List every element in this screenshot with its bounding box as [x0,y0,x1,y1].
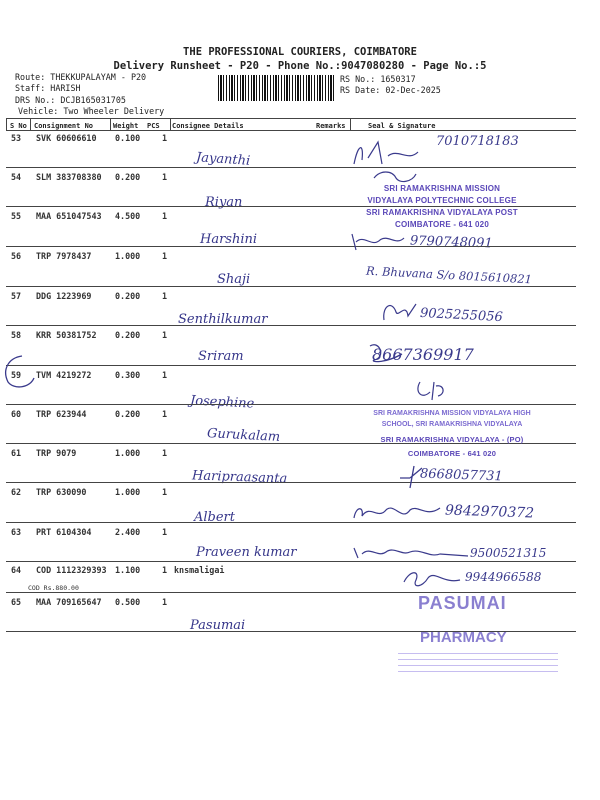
signature-scribble [350,500,445,524]
stamp-line: VIDYALAYA POLYTECHNIC COLLEGE [367,196,517,205]
row-sno: 63 [11,527,22,537]
row-weight: 0.300 [115,370,141,380]
table-header-rule [6,130,576,131]
row-divider [6,206,576,207]
row-consignment: TVM 4219272 [36,370,92,380]
row-consignee: Harshini [200,232,258,247]
signature-scribble [410,378,450,404]
stamp-line: SCHOOL, SRI RAMAKRISHNA VIDYALAYA [381,421,523,428]
row-consignee: Senthilkumar [178,312,268,327]
row-weight: 2.400 [115,527,141,537]
rs-number: RS No.: 1650317 [340,74,416,84]
row-divider [6,246,576,247]
row-consignee: Albert [194,510,235,525]
row-sno: 58 [11,330,22,340]
col-divider [170,118,171,130]
col-pcs-header: PCS [147,122,160,130]
row-sno: 62 [11,487,22,497]
signature-scribble [366,338,406,368]
row-pcs: 1 [162,527,168,537]
col-divider [350,118,351,130]
row-weight: 1.000 [115,487,141,497]
col-divider [110,118,111,130]
row-pcs: 1 [162,448,168,458]
staff-label: Staff: HARISH [15,83,81,93]
row-divider [6,325,576,326]
col-weight-header: Weight [113,122,139,130]
col-divider [6,118,7,130]
row-pcs: 1 [162,370,168,380]
row-consignee: Pasumai [190,618,246,633]
row-signature: R. Bhuvana S/o 8015610821 [365,263,533,287]
row-consignment: MAA 651047543 [36,211,102,221]
rs-date: RS Date: 02-Dec-2025 [340,85,441,95]
row-consignee: Gurukalam [206,426,281,445]
row-signature: 8667369917 [372,345,474,364]
stamp-line: SRI RAMAKRISHNA MISSION VIDYALAYA HIGH [373,410,531,417]
row-weight: 0.500 [115,597,141,607]
row-sno: 65 [11,597,22,607]
row-pcs: 1 [162,597,168,607]
row-weight: 0.100 [115,133,141,143]
row-weight: 0.200 [115,291,141,301]
row-weight: 1.000 [115,448,141,458]
signature-scribble [400,566,464,592]
row-consignment: KRR 50381752 [36,330,97,340]
row-pcs: 1 [162,565,168,575]
row-signature: 8668057731 [419,466,503,485]
row-signature: 7010718183 [436,134,519,149]
row-sno: 60 [11,409,22,419]
route-label: Route: THEKKUPALAYAM - P20 [15,72,147,82]
row-sno: 57 [11,291,22,301]
row-signature: 9944966588 [465,570,542,584]
col-divider [30,118,31,130]
col-sno-header: S No [10,122,27,130]
row-consignment: DDG 1223969 [36,291,92,301]
row-consignee: Josephine [189,393,255,412]
signature-scribble [396,464,426,490]
row-divider [6,561,576,562]
row-consignment: SLM 383708380 [36,172,102,182]
row-consignee: Haripraasanta [191,468,288,487]
row-sno: 64 [11,565,22,575]
row-signature: 9025255056 [419,305,504,326]
row-weight: 1.100 [115,565,141,575]
drs-label: DRS No.: DCJB165031705 [15,95,126,105]
stamp-line: COIMBATORE - 641 020 [407,449,497,458]
row-consignment: TRP 630090 [36,487,87,497]
row-sno: 53 [11,133,22,143]
row-pcs: 1 [162,291,168,301]
row-consignee: Riyan [205,195,243,210]
row-weight: 0.200 [115,172,141,182]
row-divider [6,167,576,168]
row-consignee: Praveen kumar [196,545,297,560]
row-consignee: Sriram [198,349,244,364]
pharmacy-name: PASUMAI [418,593,507,613]
pharmacy-subtitle: PHARMACY [420,629,507,646]
signature-scribble [350,540,470,564]
row-consignee: Jayanthi [195,150,251,169]
row-weight: 4.500 [115,211,141,221]
row-pcs: 1 [162,211,168,221]
row-divider [6,482,576,483]
row-pcs: 1 [162,487,168,497]
pharmacy-address-illegible [398,648,558,672]
row-consignment: TRP 7978437 [36,251,92,261]
stamp-line: SRI RAMAKRISHNA VIDYALAYA - (PO) [380,435,524,444]
row-consignment: MAA 709165647 [36,597,102,607]
row-consignment: TRP 9079 [36,448,77,458]
stamp-line: COIMBATORE - 641 020 [395,220,489,229]
stamp-line: SRI RAMAKRISHNA VIDYALAYA POST [366,208,518,217]
cod-amount: COD Rs.880.00 [28,584,79,592]
hand-drawn-circle [0,352,40,392]
row-weight: 1.000 [115,251,141,261]
row-consignee: knsmaligai [174,565,225,575]
barcode [218,75,336,101]
row-divider [6,404,576,405]
row-consignment: TRP 623944 [36,409,87,419]
stamp-line: SRI RAMAKRISHNA MISSION [383,184,501,193]
signature-scribble [348,230,408,252]
row-weight: 0.200 [115,330,141,340]
row-pcs: 1 [162,330,168,340]
table-top-rule [6,118,576,119]
row-consignment: COD 1112329393 [36,565,107,575]
row-divider [6,286,576,287]
row-signature: 9790748091 [409,233,493,252]
row-consignee: Shaji [217,272,251,287]
row-consignment: PRT 6104304 [36,527,92,537]
row-consignment: SVK 60606610 [36,133,97,143]
row-divider [6,365,576,366]
row-sno: 56 [11,251,22,261]
row-weight: 0.200 [115,409,141,419]
row-pcs: 1 [162,133,168,143]
row-sno: 61 [11,448,22,458]
row-pcs: 1 [162,172,168,182]
row-signature: 9842970372 [444,502,535,522]
col-remarks-header: Remarks [316,122,346,130]
row-sno: 55 [11,211,22,221]
row-sno: 54 [11,172,22,182]
vehicle-label: Vehicle: Two Wheeler Delivery [18,106,165,116]
row-sno: 59 [11,370,22,380]
runsheet-title: THE PROFESSIONAL COURIERS, COIMBATORE [183,46,417,58]
col-consignment-header: Consignment No [34,122,94,130]
signature-scribble [378,296,428,326]
col-consignee-header: Consignee Details [172,122,244,130]
col-seal-header: Seal & Signature [368,122,436,130]
runsheet-subtitle: Delivery Runsheet - P20 - Phone No.:9047080280 - Page No.:5 [113,60,487,72]
row-divider [6,522,576,523]
row-pcs: 1 [162,409,168,419]
row-pcs: 1 [162,251,168,261]
row-signature: 9500521315 [470,546,547,560]
